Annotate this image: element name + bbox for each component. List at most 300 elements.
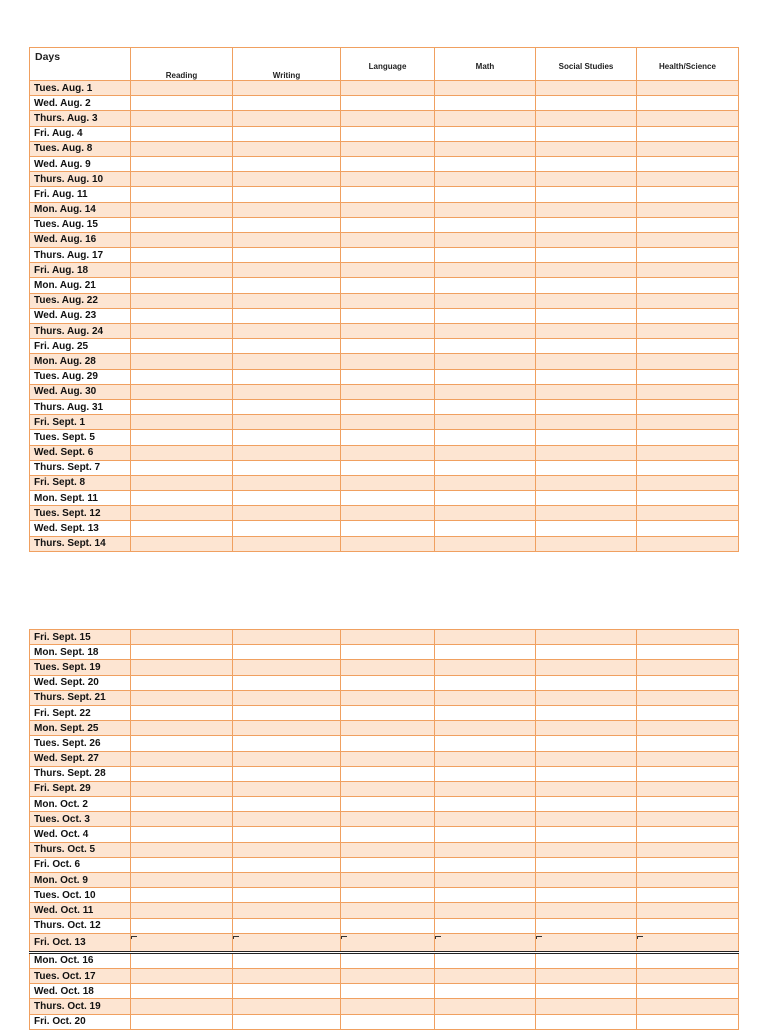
- language-cell[interactable]: [341, 369, 435, 384]
- language-cell[interactable]: [341, 984, 435, 999]
- reading-cell[interactable]: [131, 445, 233, 460]
- writing-cell[interactable]: [233, 460, 341, 475]
- social-studies-cell[interactable]: [536, 308, 637, 323]
- writing-cell[interactable]: [233, 536, 341, 551]
- social-studies-cell[interactable]: [536, 248, 637, 263]
- social-studies-cell[interactable]: [536, 645, 637, 660]
- math-cell[interactable]: [435, 126, 536, 141]
- reading-cell[interactable]: [131, 399, 233, 414]
- language-cell[interactable]: [341, 506, 435, 521]
- social-studies-cell[interactable]: [536, 781, 637, 796]
- writing-cell[interactable]: [233, 888, 341, 903]
- social-studies-cell[interactable]: [536, 263, 637, 278]
- reading-cell[interactable]: [131, 751, 233, 766]
- language-cell[interactable]: [341, 675, 435, 690]
- writing-cell[interactable]: [233, 751, 341, 766]
- reading-cell[interactable]: [131, 660, 233, 675]
- health-science-cell[interactable]: [637, 445, 739, 460]
- reading-cell[interactable]: [131, 1014, 233, 1029]
- health-science-cell[interactable]: [637, 308, 739, 323]
- health-science-cell[interactable]: [637, 339, 739, 354]
- health-science-cell[interactable]: [637, 736, 739, 751]
- language-cell[interactable]: [341, 430, 435, 445]
- math-cell[interactable]: [435, 812, 536, 827]
- health-science-cell[interactable]: [637, 766, 739, 781]
- math-cell[interactable]: [435, 918, 536, 933]
- language-cell[interactable]: [341, 736, 435, 751]
- writing-cell[interactable]: [233, 797, 341, 812]
- reading-cell[interactable]: [131, 308, 233, 323]
- health-science-cell[interactable]: [637, 968, 739, 983]
- language-cell[interactable]: [341, 705, 435, 720]
- reading-cell[interactable]: [131, 999, 233, 1014]
- language-cell[interactable]: [341, 536, 435, 551]
- reading-cell[interactable]: [131, 918, 233, 933]
- language-cell[interactable]: [341, 81, 435, 96]
- health-science-cell[interactable]: [637, 354, 739, 369]
- reading-cell[interactable]: [131, 888, 233, 903]
- health-science-cell[interactable]: [637, 141, 739, 156]
- language-cell[interactable]: [341, 202, 435, 217]
- language-cell[interactable]: [341, 491, 435, 506]
- language-cell[interactable]: [341, 660, 435, 675]
- language-cell[interactable]: [341, 857, 435, 872]
- language-cell[interactable]: [341, 827, 435, 842]
- social-studies-cell[interactable]: [536, 324, 637, 339]
- writing-cell[interactable]: [233, 491, 341, 506]
- social-studies-cell[interactable]: [536, 521, 637, 536]
- social-studies-cell[interactable]: [536, 660, 637, 675]
- writing-cell[interactable]: [233, 308, 341, 323]
- math-cell[interactable]: [435, 842, 536, 857]
- writing-cell[interactable]: [233, 141, 341, 156]
- reading-cell[interactable]: [131, 857, 233, 872]
- math-cell[interactable]: [435, 217, 536, 232]
- health-science-cell[interactable]: [637, 888, 739, 903]
- writing-cell[interactable]: [233, 430, 341, 445]
- math-cell[interactable]: [435, 445, 536, 460]
- writing-cell[interactable]: [233, 766, 341, 781]
- reading-cell[interactable]: [131, 690, 233, 705]
- math-cell[interactable]: [435, 202, 536, 217]
- reading-cell[interactable]: [131, 369, 233, 384]
- reading-cell[interactable]: [131, 630, 233, 645]
- reading-cell[interactable]: [131, 933, 233, 952]
- reading-cell[interactable]: [131, 156, 233, 171]
- reading-cell[interactable]: [131, 781, 233, 796]
- writing-cell[interactable]: [233, 999, 341, 1014]
- language-cell[interactable]: [341, 903, 435, 918]
- health-science-cell[interactable]: [637, 369, 739, 384]
- writing-cell[interactable]: [233, 475, 341, 490]
- social-studies-cell[interactable]: [536, 111, 637, 126]
- social-studies-cell[interactable]: [536, 933, 637, 952]
- reading-cell[interactable]: [131, 675, 233, 690]
- social-studies-cell[interactable]: [536, 827, 637, 842]
- reading-cell[interactable]: [131, 766, 233, 781]
- health-science-cell[interactable]: [637, 842, 739, 857]
- math-cell[interactable]: [435, 630, 536, 645]
- language-cell[interactable]: [341, 156, 435, 171]
- math-cell[interactable]: [435, 968, 536, 983]
- language-cell[interactable]: [341, 475, 435, 490]
- reading-cell[interactable]: [131, 187, 233, 202]
- reading-cell[interactable]: [131, 460, 233, 475]
- reading-cell[interactable]: [131, 721, 233, 736]
- writing-cell[interactable]: [233, 415, 341, 430]
- math-cell[interactable]: [435, 278, 536, 293]
- writing-cell[interactable]: [233, 1014, 341, 1029]
- math-cell[interactable]: [435, 263, 536, 278]
- social-studies-cell[interactable]: [536, 705, 637, 720]
- social-studies-cell[interactable]: [536, 984, 637, 999]
- language-cell[interactable]: [341, 781, 435, 796]
- math-cell[interactable]: [435, 81, 536, 96]
- language-cell[interactable]: [341, 141, 435, 156]
- reading-cell[interactable]: [131, 521, 233, 536]
- language-cell[interactable]: [341, 968, 435, 983]
- health-science-cell[interactable]: [637, 491, 739, 506]
- writing-cell[interactable]: [233, 278, 341, 293]
- language-cell[interactable]: [341, 187, 435, 202]
- health-science-cell[interactable]: [637, 521, 739, 536]
- social-studies-cell[interactable]: [536, 217, 637, 232]
- math-cell[interactable]: [435, 399, 536, 414]
- reading-cell[interactable]: [131, 96, 233, 111]
- social-studies-cell[interactable]: [536, 430, 637, 445]
- math-cell[interactable]: [435, 675, 536, 690]
- health-science-cell[interactable]: [637, 536, 739, 551]
- language-cell[interactable]: [341, 999, 435, 1014]
- social-studies-cell[interactable]: [536, 445, 637, 460]
- language-cell[interactable]: [341, 278, 435, 293]
- writing-cell[interactable]: [233, 812, 341, 827]
- social-studies-cell[interactable]: [536, 1014, 637, 1029]
- math-cell[interactable]: [435, 873, 536, 888]
- social-studies-cell[interactable]: [536, 187, 637, 202]
- math-cell[interactable]: [435, 491, 536, 506]
- writing-cell[interactable]: [233, 721, 341, 736]
- language-cell[interactable]: [341, 873, 435, 888]
- social-studies-cell[interactable]: [536, 399, 637, 414]
- writing-cell[interactable]: [233, 952, 341, 968]
- math-cell[interactable]: [435, 797, 536, 812]
- math-cell[interactable]: [435, 324, 536, 339]
- health-science-cell[interactable]: [637, 324, 739, 339]
- reading-cell[interactable]: [131, 827, 233, 842]
- language-cell[interactable]: [341, 217, 435, 232]
- language-cell[interactable]: [341, 751, 435, 766]
- health-science-cell[interactable]: [637, 933, 739, 952]
- health-science-cell[interactable]: [637, 751, 739, 766]
- math-cell[interactable]: [435, 156, 536, 171]
- health-science-cell[interactable]: [637, 827, 739, 842]
- reading-cell[interactable]: [131, 415, 233, 430]
- writing-cell[interactable]: [233, 521, 341, 536]
- math-cell[interactable]: [435, 415, 536, 430]
- writing-cell[interactable]: [233, 984, 341, 999]
- writing-cell[interactable]: [233, 263, 341, 278]
- social-studies-cell[interactable]: [536, 202, 637, 217]
- language-cell[interactable]: [341, 384, 435, 399]
- math-cell[interactable]: [435, 952, 536, 968]
- reading-cell[interactable]: [131, 172, 233, 187]
- language-cell[interactable]: [341, 96, 435, 111]
- reading-cell[interactable]: [131, 248, 233, 263]
- writing-cell[interactable]: [233, 968, 341, 983]
- writing-cell[interactable]: [233, 645, 341, 660]
- social-studies-cell[interactable]: [536, 888, 637, 903]
- language-cell[interactable]: [341, 445, 435, 460]
- language-cell[interactable]: [341, 126, 435, 141]
- language-cell[interactable]: [341, 324, 435, 339]
- language-cell[interactable]: [341, 521, 435, 536]
- reading-cell[interactable]: [131, 278, 233, 293]
- math-cell[interactable]: [435, 705, 536, 720]
- language-cell[interactable]: [341, 797, 435, 812]
- health-science-cell[interactable]: [637, 952, 739, 968]
- writing-cell[interactable]: [233, 81, 341, 96]
- math-cell[interactable]: [435, 384, 536, 399]
- health-science-cell[interactable]: [637, 126, 739, 141]
- writing-cell[interactable]: [233, 384, 341, 399]
- social-studies-cell[interactable]: [536, 812, 637, 827]
- health-science-cell[interactable]: [637, 172, 739, 187]
- reading-cell[interactable]: [131, 797, 233, 812]
- reading-cell[interactable]: [131, 141, 233, 156]
- social-studies-cell[interactable]: [536, 766, 637, 781]
- writing-cell[interactable]: [233, 842, 341, 857]
- language-cell[interactable]: [341, 645, 435, 660]
- social-studies-cell[interactable]: [536, 536, 637, 551]
- language-cell[interactable]: [341, 842, 435, 857]
- reading-cell[interactable]: [131, 645, 233, 660]
- health-science-cell[interactable]: [637, 81, 739, 96]
- reading-cell[interactable]: [131, 842, 233, 857]
- language-cell[interactable]: [341, 721, 435, 736]
- language-cell[interactable]: [341, 1014, 435, 1029]
- health-science-cell[interactable]: [637, 384, 739, 399]
- reading-cell[interactable]: [131, 952, 233, 968]
- social-studies-cell[interactable]: [536, 415, 637, 430]
- reading-cell[interactable]: [131, 293, 233, 308]
- language-cell[interactable]: [341, 918, 435, 933]
- health-science-cell[interactable]: [637, 660, 739, 675]
- writing-cell[interactable]: [233, 172, 341, 187]
- health-science-cell[interactable]: [637, 460, 739, 475]
- health-science-cell[interactable]: [637, 217, 739, 232]
- reading-cell[interactable]: [131, 202, 233, 217]
- writing-cell[interactable]: [233, 690, 341, 705]
- math-cell[interactable]: [435, 475, 536, 490]
- social-studies-cell[interactable]: [536, 751, 637, 766]
- reading-cell[interactable]: [131, 339, 233, 354]
- social-studies-cell[interactable]: [536, 721, 637, 736]
- math-cell[interactable]: [435, 339, 536, 354]
- social-studies-cell[interactable]: [536, 141, 637, 156]
- math-cell[interactable]: [435, 308, 536, 323]
- writing-cell[interactable]: [233, 96, 341, 111]
- writing-cell[interactable]: [233, 248, 341, 263]
- math-cell[interactable]: [435, 96, 536, 111]
- writing-cell[interactable]: [233, 857, 341, 872]
- social-studies-cell[interactable]: [536, 354, 637, 369]
- writing-cell[interactable]: [233, 630, 341, 645]
- reading-cell[interactable]: [131, 263, 233, 278]
- language-cell[interactable]: [341, 399, 435, 414]
- writing-cell[interactable]: [233, 933, 341, 952]
- reading-cell[interactable]: [131, 384, 233, 399]
- social-studies-cell[interactable]: [536, 369, 637, 384]
- math-cell[interactable]: [435, 187, 536, 202]
- social-studies-cell[interactable]: [536, 797, 637, 812]
- social-studies-cell[interactable]: [536, 475, 637, 490]
- math-cell[interactable]: [435, 827, 536, 842]
- writing-cell[interactable]: [233, 827, 341, 842]
- health-science-cell[interactable]: [637, 781, 739, 796]
- math-cell[interactable]: [435, 721, 536, 736]
- writing-cell[interactable]: [233, 187, 341, 202]
- health-science-cell[interactable]: [637, 705, 739, 720]
- health-science-cell[interactable]: [637, 278, 739, 293]
- health-science-cell[interactable]: [637, 812, 739, 827]
- math-cell[interactable]: [435, 430, 536, 445]
- math-cell[interactable]: [435, 933, 536, 952]
- health-science-cell[interactable]: [637, 903, 739, 918]
- language-cell[interactable]: [341, 952, 435, 968]
- social-studies-cell[interactable]: [536, 690, 637, 705]
- math-cell[interactable]: [435, 645, 536, 660]
- health-science-cell[interactable]: [637, 873, 739, 888]
- language-cell[interactable]: [341, 415, 435, 430]
- language-cell[interactable]: [341, 339, 435, 354]
- writing-cell[interactable]: [233, 202, 341, 217]
- reading-cell[interactable]: [131, 705, 233, 720]
- language-cell[interactable]: [341, 933, 435, 952]
- health-science-cell[interactable]: [637, 918, 739, 933]
- writing-cell[interactable]: [233, 339, 341, 354]
- writing-cell[interactable]: [233, 873, 341, 888]
- writing-cell[interactable]: [233, 232, 341, 247]
- writing-cell[interactable]: [233, 293, 341, 308]
- language-cell[interactable]: [341, 232, 435, 247]
- math-cell[interactable]: [435, 536, 536, 551]
- reading-cell[interactable]: [131, 903, 233, 918]
- reading-cell[interactable]: [131, 812, 233, 827]
- social-studies-cell[interactable]: [536, 968, 637, 983]
- health-science-cell[interactable]: [637, 232, 739, 247]
- social-studies-cell[interactable]: [536, 630, 637, 645]
- language-cell[interactable]: [341, 308, 435, 323]
- language-cell[interactable]: [341, 812, 435, 827]
- writing-cell[interactable]: [233, 736, 341, 751]
- writing-cell[interactable]: [233, 217, 341, 232]
- math-cell[interactable]: [435, 888, 536, 903]
- language-cell[interactable]: [341, 172, 435, 187]
- social-studies-cell[interactable]: [536, 172, 637, 187]
- math-cell[interactable]: [435, 1014, 536, 1029]
- reading-cell[interactable]: [131, 984, 233, 999]
- health-science-cell[interactable]: [637, 430, 739, 445]
- math-cell[interactable]: [435, 751, 536, 766]
- reading-cell[interactable]: [131, 873, 233, 888]
- math-cell[interactable]: [435, 690, 536, 705]
- health-science-cell[interactable]: [637, 690, 739, 705]
- health-science-cell[interactable]: [637, 630, 739, 645]
- math-cell[interactable]: [435, 111, 536, 126]
- health-science-cell[interactable]: [637, 248, 739, 263]
- reading-cell[interactable]: [131, 968, 233, 983]
- health-science-cell[interactable]: [637, 721, 739, 736]
- reading-cell[interactable]: [131, 736, 233, 751]
- social-studies-cell[interactable]: [536, 278, 637, 293]
- social-studies-cell[interactable]: [536, 903, 637, 918]
- health-science-cell[interactable]: [637, 96, 739, 111]
- math-cell[interactable]: [435, 521, 536, 536]
- reading-cell[interactable]: [131, 491, 233, 506]
- writing-cell[interactable]: [233, 111, 341, 126]
- social-studies-cell[interactable]: [536, 675, 637, 690]
- social-studies-cell[interactable]: [536, 126, 637, 141]
- health-science-cell[interactable]: [637, 984, 739, 999]
- language-cell[interactable]: [341, 111, 435, 126]
- writing-cell[interactable]: [233, 126, 341, 141]
- math-cell[interactable]: [435, 660, 536, 675]
- reading-cell[interactable]: [131, 126, 233, 141]
- math-cell[interactable]: [435, 460, 536, 475]
- math-cell[interactable]: [435, 999, 536, 1014]
- health-science-cell[interactable]: [637, 645, 739, 660]
- social-studies-cell[interactable]: [536, 857, 637, 872]
- math-cell[interactable]: [435, 736, 536, 751]
- language-cell[interactable]: [341, 690, 435, 705]
- writing-cell[interactable]: [233, 918, 341, 933]
- math-cell[interactable]: [435, 172, 536, 187]
- health-science-cell[interactable]: [637, 187, 739, 202]
- health-science-cell[interactable]: [637, 202, 739, 217]
- reading-cell[interactable]: [131, 232, 233, 247]
- social-studies-cell[interactable]: [536, 842, 637, 857]
- health-science-cell[interactable]: [637, 675, 739, 690]
- reading-cell[interactable]: [131, 217, 233, 232]
- reading-cell[interactable]: [131, 81, 233, 96]
- reading-cell[interactable]: [131, 475, 233, 490]
- social-studies-cell[interactable]: [536, 96, 637, 111]
- language-cell[interactable]: [341, 460, 435, 475]
- writing-cell[interactable]: [233, 399, 341, 414]
- writing-cell[interactable]: [233, 705, 341, 720]
- social-studies-cell[interactable]: [536, 384, 637, 399]
- health-science-cell[interactable]: [637, 506, 739, 521]
- writing-cell[interactable]: [233, 781, 341, 796]
- math-cell[interactable]: [435, 293, 536, 308]
- reading-cell[interactable]: [131, 324, 233, 339]
- social-studies-cell[interactable]: [536, 460, 637, 475]
- math-cell[interactable]: [435, 766, 536, 781]
- social-studies-cell[interactable]: [536, 952, 637, 968]
- language-cell[interactable]: [341, 354, 435, 369]
- social-studies-cell[interactable]: [536, 339, 637, 354]
- social-studies-cell[interactable]: [536, 506, 637, 521]
- writing-cell[interactable]: [233, 354, 341, 369]
- reading-cell[interactable]: [131, 506, 233, 521]
- math-cell[interactable]: [435, 248, 536, 263]
- health-science-cell[interactable]: [637, 797, 739, 812]
- health-science-cell[interactable]: [637, 293, 739, 308]
- writing-cell[interactable]: [233, 324, 341, 339]
- math-cell[interactable]: [435, 232, 536, 247]
- health-science-cell[interactable]: [637, 111, 739, 126]
